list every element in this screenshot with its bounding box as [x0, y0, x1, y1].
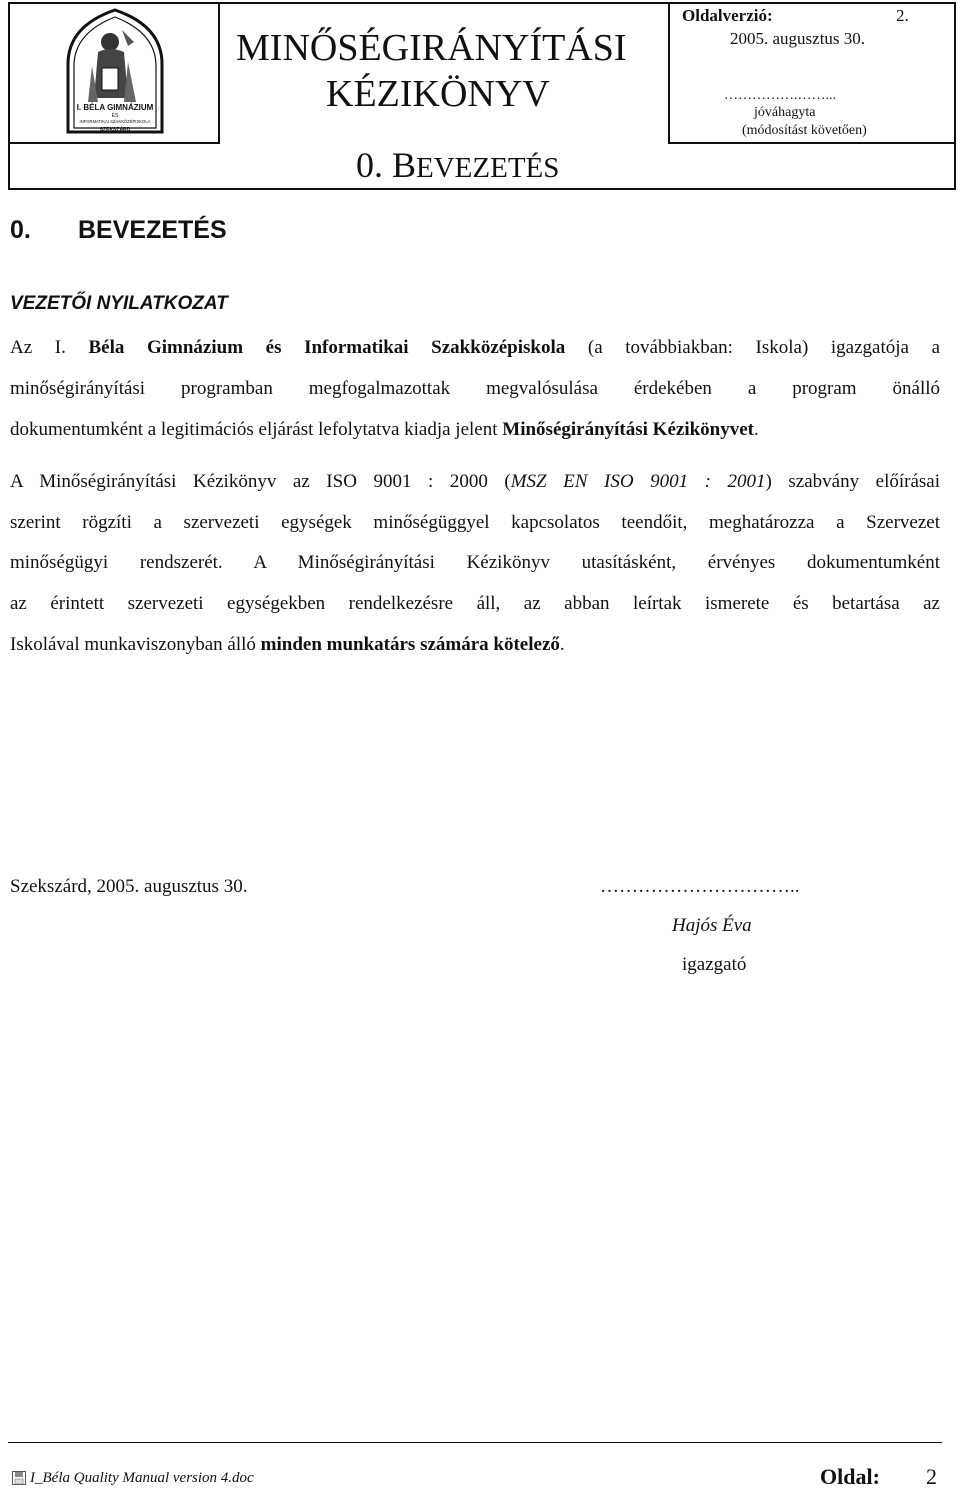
chapter-number: 0.	[10, 216, 31, 244]
header-section-number: 0.	[356, 145, 383, 185]
chapter-heading	[10, 216, 227, 245]
school-name-bold: Béla Gimnázium és Informatikai Szakközépiskola	[88, 337, 566, 358]
chapter-title: BEVEZETÉS	[78, 216, 227, 244]
footer-filename: I_Béla Quality Manual version 4.doc	[30, 1470, 254, 1486]
text-span: .	[559, 634, 565, 655]
manual-name-bold: Minőségirányítási Kézikönyvet	[502, 419, 754, 440]
page-version-label: Oldalverzió:	[682, 6, 773, 25]
svg-text:SZEKSZÁRD: SZEKSZÁRD	[99, 127, 131, 133]
page-version-value: 2.	[896, 6, 909, 25]
signatory-name: Hajós Éva	[672, 915, 752, 936]
header-section-rest: EVEZETÉS	[416, 152, 560, 184]
header-section-initial: B	[392, 145, 417, 185]
svg-text:INFORMATIKAI SZAKKÖZÉPISKOLA: INFORMATIKAI SZAKKÖZÉPISKOLA	[79, 119, 151, 124]
approval-note: (módosítást követően)	[742, 123, 867, 138]
text-span: ) szabvány előírásai	[765, 471, 940, 492]
svg-text:I. BÉLA GIMNÁZIUM: I. BÉLA GIMNÁZIUM	[76, 103, 154, 112]
obligation-bold: minden munkatárs számára kötelező	[260, 634, 560, 655]
school-crest-icon	[10, 6, 220, 140]
approved-by-label: jóváhagyta	[754, 105, 816, 120]
paragraph-2-line-2: szerint rögzíti a szervezeti egységek minőségüggyel kapcsolatos teendőit, meghatározza a Szervezet	[10, 512, 940, 533]
paragraph-2-line-5	[10, 633, 940, 657]
text-span: Az I.	[10, 337, 89, 358]
manual-title-line-1: MINŐSÉGIRÁNYÍTÁSI	[236, 27, 627, 69]
footer-divider	[8, 1442, 942, 1443]
paragraph-1-line-2: minőségirányítási programban megfogalmazottak megvalósulása érdekében a program önálló	[10, 378, 940, 399]
statement-subheading: VEZETŐI NYILATKOZAT	[10, 293, 228, 314]
school-logo	[10, 6, 220, 140]
header-version-divider	[668, 2, 670, 144]
standard-reference-italic: MSZ EN ISO 9001 : 2001	[510, 471, 766, 492]
footer-page-label: Oldal:	[820, 1464, 880, 1489]
svg-text:ÉS: ÉS	[111, 113, 119, 119]
header-top-border	[8, 2, 956, 4]
paragraph-1-line-3	[10, 418, 940, 442]
manual-title-line-2: KÉZIKÖNYV	[326, 73, 550, 115]
text-span: .	[754, 419, 759, 440]
signatory-title: igazgató	[682, 954, 747, 975]
footer-page-number: 2	[926, 1464, 937, 1489]
text-span: Iskolával munkaviszonyban álló	[10, 634, 261, 655]
paragraph-2-line-3: minőségügyi rendszerét. A Minőségirányítási Kézikönyv utasításként, érvényes dokumentumként	[10, 552, 940, 573]
header-version-bottom-border	[668, 142, 956, 144]
header-section-title	[356, 144, 559, 186]
signature-line: …………………………..	[600, 876, 800, 897]
header-logo-bottom-border	[8, 142, 220, 144]
text-span: dokumentumként a legitimációs eljárást lefolytatva kiadja jelent	[10, 419, 503, 440]
paragraph-1-line-1	[10, 336, 940, 360]
text-span: A Minőségirányítási Kézikönyv az ISO 9001 : 2000 (	[10, 471, 511, 492]
approval-signature-line: …………….……...	[724, 88, 836, 103]
header-bottom-border	[8, 188, 956, 190]
version-date: 2005. augusztus 30.	[730, 29, 866, 48]
text-span: (a továbbiakban: Iskola) igazgatója a	[565, 337, 941, 358]
header-right-border	[954, 2, 956, 190]
paragraph-2-line-1	[10, 470, 940, 494]
paragraph-2-line-4: az érintett szervezeti egységekben rendelkezésre áll, az abban leírtak ismerete és betartása az	[10, 593, 940, 614]
save-disk-icon	[12, 1471, 26, 1485]
place-and-date: Szekszárd, 2005. augusztus 30.	[10, 876, 248, 897]
